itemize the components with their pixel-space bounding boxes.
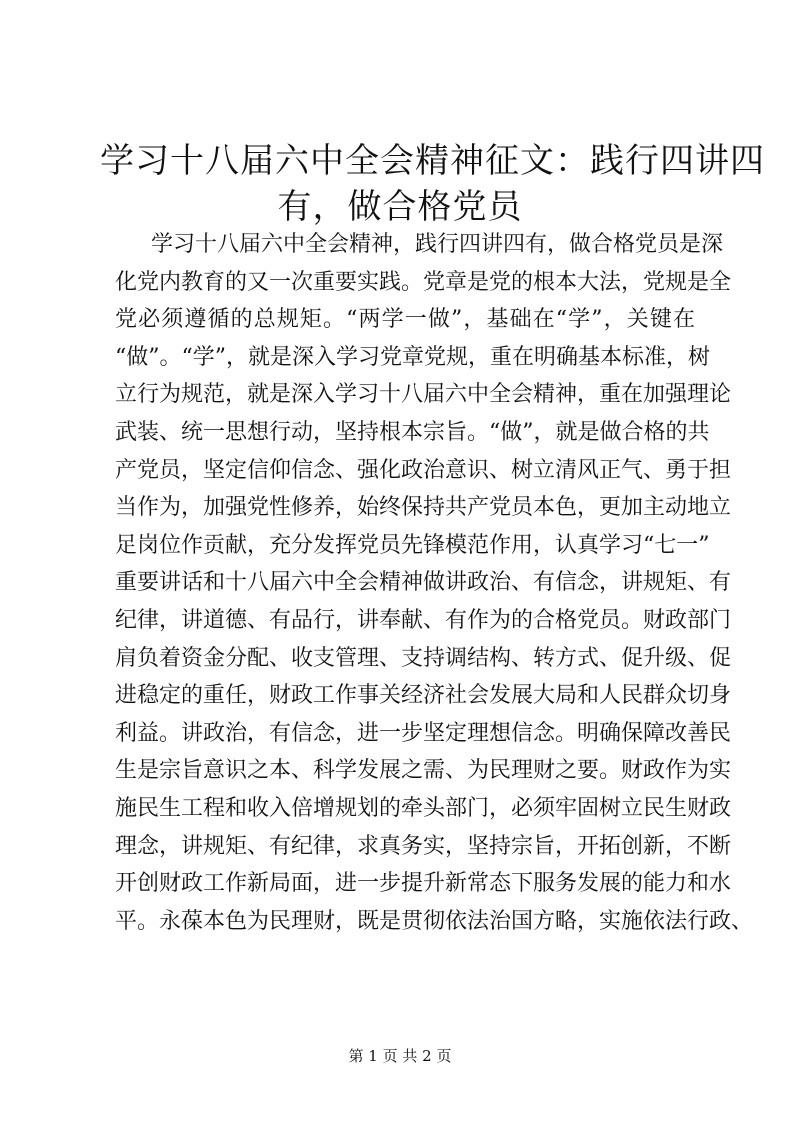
body-line: 施民生工程和收入倍增规划的牵头部门，必须牢固树立民生财政 [115, 795, 732, 821]
body-line: 理念，讲规矩、有纪律，求真务实，坚持宗旨，开拓创新，不断 [115, 833, 732, 859]
body-line: 生是宗旨意识之本、科学发展之需、为民理财之要。财政作为实 [115, 758, 732, 784]
body-line: 当作为，加强党性修养，始终保持共产党员本色，更加主动地立 [115, 495, 732, 521]
body-line: 开创财政工作新局面，进一步提升新常态下服务发展的能力和水 [115, 871, 732, 897]
body-line: “做”。“学”，就是深入学习党章党规，重在明确基本标准，树 [115, 344, 710, 370]
body-line: 立行为规范，就是深入学习十八届六中全会精神，重在加强理论 [115, 382, 732, 408]
body-line: 平。永葆本色为民理财，既是贯彻依法治国方略，实施依法行政、 [115, 908, 754, 934]
body-line: 化党内教育的又一次重要实践。党章是党的根本大法，党规是全 [115, 269, 732, 295]
body-line: 进稳定的重任，财政工作事关经济社会发展大局和人民群众切身 [115, 683, 732, 709]
body-line: 学习十八届六中全会精神，践行四讲四有，做合格党员是深 [151, 232, 724, 257]
title-line: 学习十八届六中全会精神征文：践行四讲四 [100, 141, 765, 181]
body-line: 利益。讲政治，有信念，进一步坚定理想信念。明确保障改善民 [115, 720, 732, 746]
document-title [100, 138, 765, 230]
body-line: 肩负着资金分配、收支管理、支持调结构、转方式、促升级、促 [115, 645, 732, 671]
body-line: 纪律，讲道德、有品行，讲奉献、有作为的合格党员。财政部门 [115, 607, 732, 633]
body-line: 产党员，坚定信仰信念、强化政治意识、树立清风正气、勇于担 [115, 457, 732, 483]
body-paragraph [115, 226, 754, 940]
title-line: 有，做合格党员 [277, 187, 523, 227]
body-line: 足岗位作贡献，充分发挥党员先锋模范作用，认真学习“七一” [115, 532, 710, 558]
page-footer: 第 1 页 共 2 页 [348, 1047, 452, 1065]
body-line: 党必须遵循的总规矩。“两学一做”，基础在“学”，关键在 [115, 307, 695, 333]
body-line: 武装、统一思想行动，坚持根本宗旨。“做”，就是做合格的共 [115, 419, 710, 445]
body-line: 重要讲话和十八届六中全会精神做讲政治、有信念，讲规矩、有 [115, 570, 732, 596]
